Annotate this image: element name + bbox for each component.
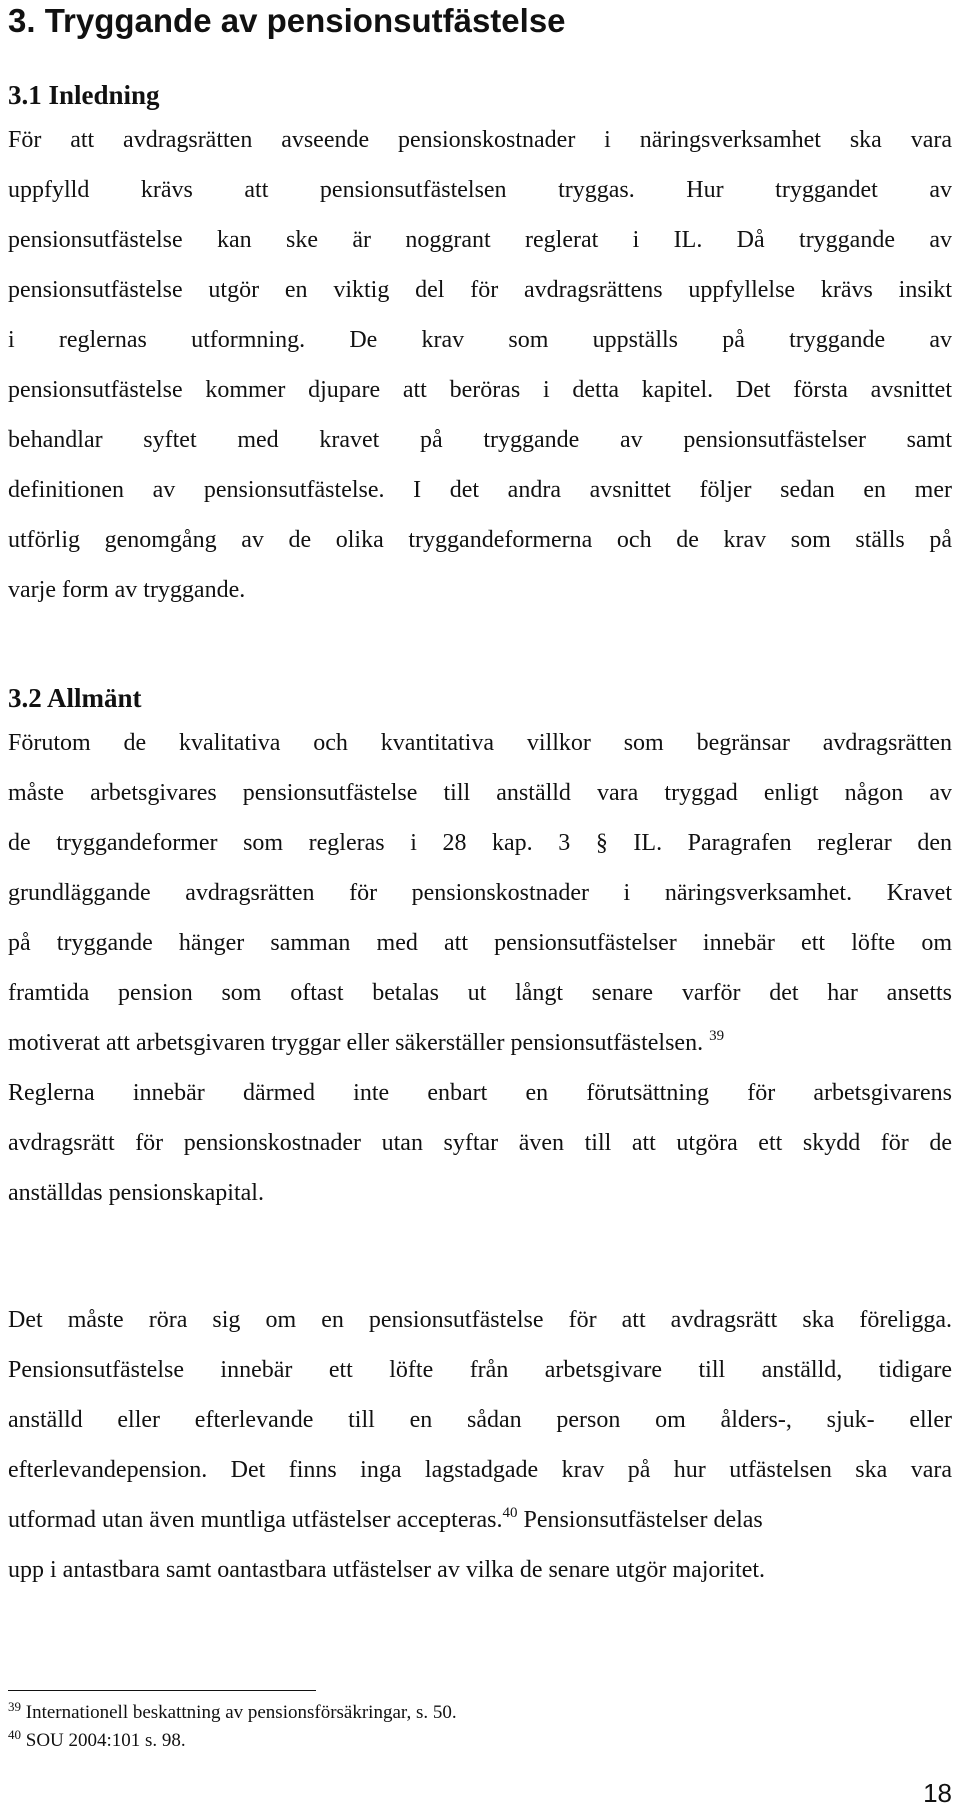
text-line: För att avdragsrätten avseende pensionskostnader i näringsverksamhet ska vara [8, 127, 952, 153]
footnote-39 [8, 1699, 457, 1724]
text-line: avdragsrätt för pensionskostnader utan syftar även till att utgöra ett skydd för de [8, 1130, 952, 1156]
footnote-40 [8, 1727, 186, 1752]
text-line: varje form av tryggande. [8, 577, 246, 603]
text-line [8, 1495, 952, 1545]
footnote-text: Internationell beskattning av pensionsförsäkringar, s. 50. [25, 1702, 457, 1723]
paragraph-allmant-1 [8, 718, 952, 1218]
page-number: 18 [923, 1778, 952, 1808]
text-line: upp i antastbara samt oantastbara utfästelser av vilka de senare utgör majoritet. [8, 1557, 766, 1583]
footnote-text: SOU 2004:101 s. 98. [25, 1730, 186, 1751]
footnote-reference-39[interactable]: 39 [709, 1028, 725, 1044]
section-heading-allmant: 3.2 Allmänt [8, 683, 142, 713]
text-line: behandlar syftet med kravet på tryggande av pensionsutfästelser samt [8, 427, 952, 453]
chapter-heading: 3. Tryggande av pensionsutfästelse [8, 2, 566, 39]
text-line: grundläggande avdragsrätten för pensionskostnader i näringsverksamhet. Kravet [8, 880, 952, 906]
text-line: uppfylld krävs att pensionsutfästelsen tryggas. Hur tryggandet av [8, 177, 952, 203]
text-line: efterlevandepension. Det finns inga lagstadgade krav på hur utfästelsen ska vara [8, 1457, 952, 1483]
paragraph-inledning [8, 115, 952, 615]
text-line: pensionsutfästelse utgör en viktig del för avdragsrättens uppfyllelse krävs insikt [8, 277, 952, 303]
footnote-number: 39 [8, 1699, 21, 1714]
footnote-number: 40 [8, 1727, 21, 1742]
text-line: i reglernas utformning. De krav som uppställs på tryggande av [8, 327, 952, 353]
text-line-content: utformad utan även muntliga utfästelser accepteras. [8, 1507, 503, 1533]
text-line: pensionsutfästelse kan ske är noggrant reglerat i IL. Då tryggande av [8, 227, 952, 253]
text-line: anställdas pensionskapital. [8, 1180, 264, 1206]
text-line: Reglerna innebär därmed inte enbart en förutsättning för arbetsgivarens [8, 1080, 952, 1106]
text-line: utförlig genomgång av de olika tryggandeformerna och de krav som ställs på [8, 527, 952, 553]
text-line [8, 1018, 952, 1068]
text-line-content: motiverat att arbetsgivaren tryggar eller säkerställer pensionsutfästelsen. [8, 1030, 704, 1056]
footnote-reference-40[interactable]: 40 [502, 1505, 518, 1521]
footnote-divider [8, 1690, 316, 1691]
text-line: Förutom de kvalitativa och kvantitativa villkor som begränsar avdragsrätten [8, 730, 952, 756]
text-line: de tryggandeformer som regleras i 28 kap. 3 § IL. Paragrafen reglerar den [8, 830, 952, 856]
text-line: framtida pension som oftast betalas ut långt senare varför det har ansetts [8, 980, 952, 1006]
text-line: måste arbetsgivares pensionsutfästelse till anställd vara tryggad enligt någon av [8, 780, 952, 806]
text-line-content: Pensionsutfästelser delas [523, 1507, 763, 1533]
text-line: Pensionsutfästelse innebär ett löfte från arbetsgivare till anställd, tidigare [8, 1357, 952, 1383]
text-line: på tryggande hänger samman med att pensionsutfästelser innebär ett löfte om [8, 930, 952, 956]
text-line: pensionsutfästelse kommer djupare att beröras i detta kapitel. Det första avsnittet [8, 377, 952, 403]
text-line: anställd eller efterlevande till en sådan person om ålders-, sjuk- eller [8, 1407, 952, 1433]
section-heading-inledning: 3.1 Inledning [8, 80, 160, 110]
text-line: definitionen av pensionsutfästelse. I det andra avsnittet följer sedan en mer [8, 477, 952, 503]
text-line: Det måste röra sig om en pensionsutfästelse för att avdragsrätt ska föreligga. [8, 1307, 952, 1333]
paragraph-allmant-2 [8, 1295, 952, 1595]
